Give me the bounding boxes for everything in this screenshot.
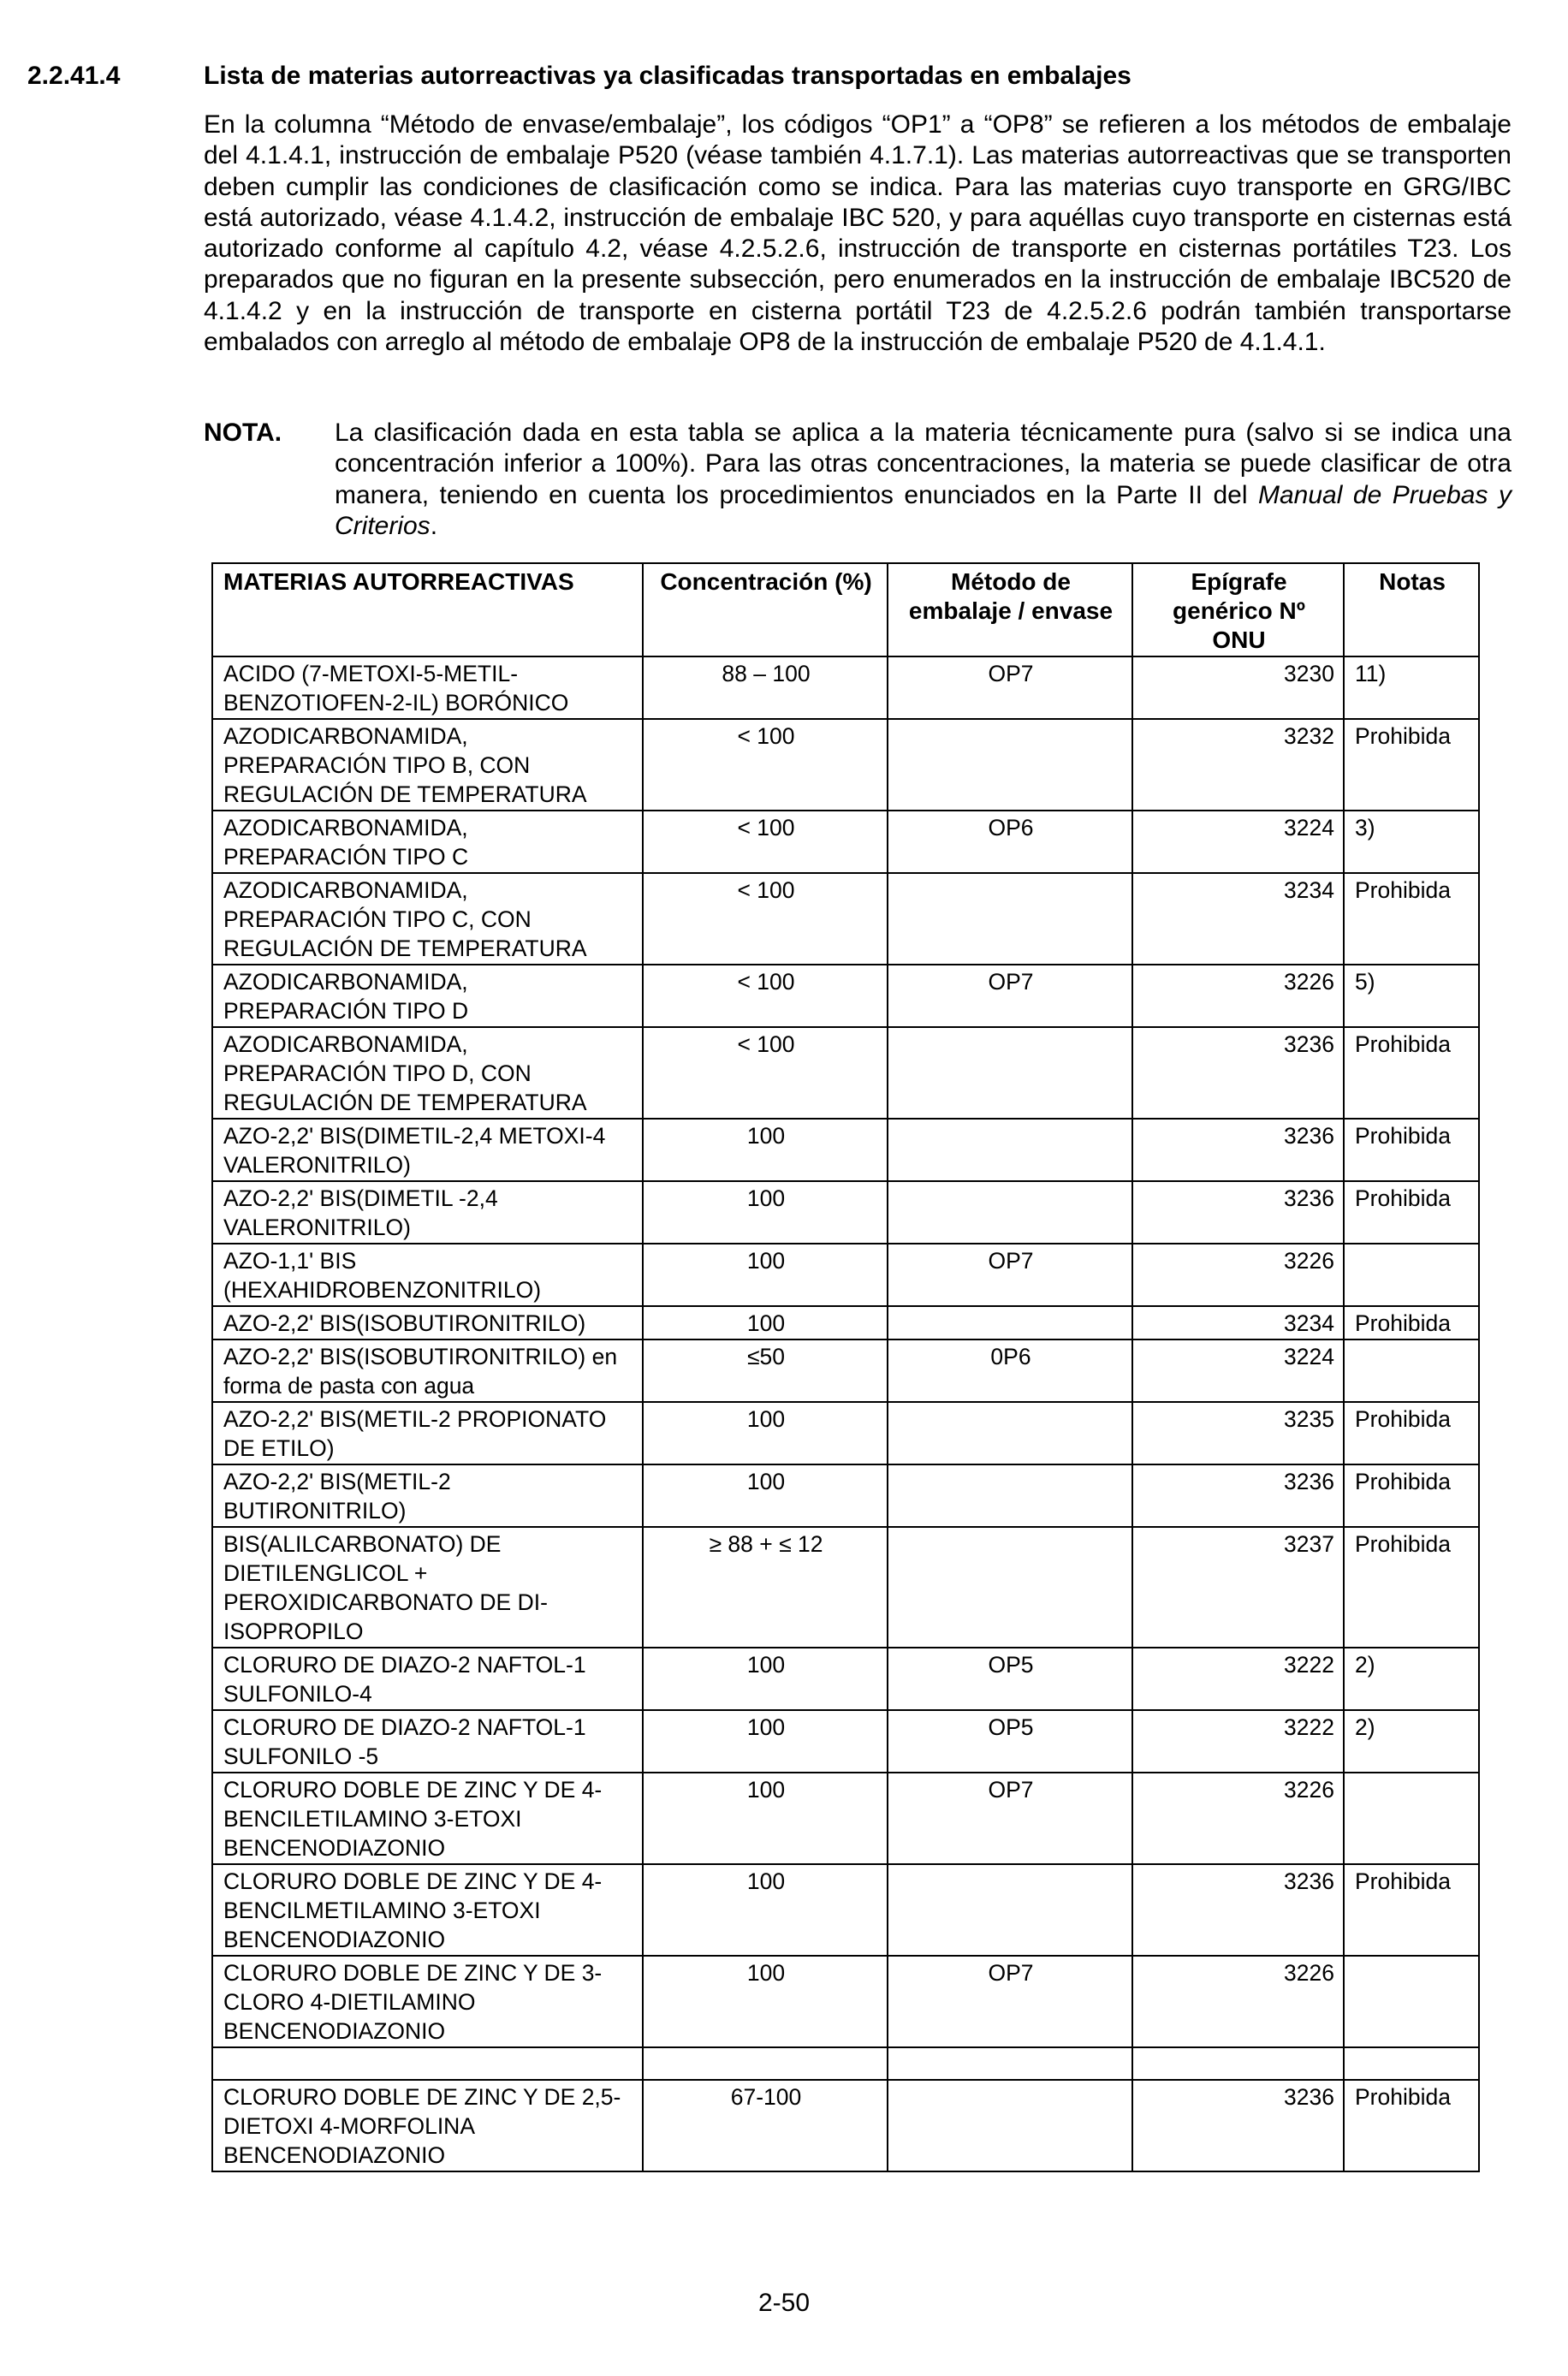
concentration-cell: < 100 (643, 965, 888, 1027)
table-spacer-row (212, 2047, 1479, 2080)
table-row (212, 1864, 1479, 1956)
section-number: 2.2.41.4 (27, 62, 121, 90)
spacer-cell (643, 2047, 888, 2080)
table-row (212, 1244, 1479, 1306)
concentration-cell: ≥ 88 + ≤ 12 (643, 1527, 888, 1648)
table-row (212, 656, 1479, 719)
table-row (212, 1648, 1479, 1710)
note-block (204, 418, 1512, 542)
table-row (212, 811, 1479, 873)
un-number-cell: 3236 (1132, 1464, 1344, 1527)
header-method: Método de embalaje / envase (888, 563, 1132, 656)
concentration-cell: 100 (643, 1773, 888, 1864)
notes-cell: 3) (1344, 811, 1479, 873)
table-row (212, 965, 1479, 1027)
notes-cell: 2) (1344, 1710, 1479, 1773)
notes-cell: Prohibida (1344, 2080, 1479, 2171)
un-number-cell: 3222 (1132, 1648, 1344, 1710)
substance-name-cell: BIS(ALILCARBONATO) DE DIETILENGLICOL + PEROXIDICARBONATO DE DI-ISOPROPILO (212, 1527, 643, 1648)
concentration-cell: < 100 (643, 719, 888, 811)
notes-cell: Prohibida (1344, 1402, 1479, 1464)
table-row (212, 1464, 1479, 1527)
substance-name-cell: AZO-2,2' BIS(DIMETIL-2,4 METOXI-4 VALERONITRILO) (212, 1119, 643, 1181)
substance-name-cell: AZO-2,2' BIS(METIL-2 BUTIRONITRILO) (212, 1464, 643, 1527)
packing-method-cell (888, 1402, 1132, 1464)
table-row (212, 2080, 1479, 2171)
concentration-cell: ≤50 (643, 1339, 888, 1402)
concentration-cell: < 100 (643, 873, 888, 965)
substance-name-cell: AZO-2,2' BIS(ISOBUTIRONITRILO) en forma de pasta con agua (212, 1339, 643, 1402)
packing-method-cell: OP7 (888, 1244, 1132, 1306)
concentration-cell: 100 (643, 1119, 888, 1181)
page-number: 2-50 (757, 2289, 811, 2317)
concentration-cell: 88 – 100 (643, 656, 888, 719)
substance-name-cell: CLORURO DOBLE DE ZINC Y DE 2,5-DIETOXI 4-MORFOLINA BENCENODIAZONIO (212, 2080, 643, 2171)
note-end: . (430, 511, 438, 540)
concentration-cell: 100 (643, 1402, 888, 1464)
notes-cell: Prohibida (1344, 1464, 1479, 1527)
notes-cell: 11) (1344, 656, 1479, 719)
packing-method-cell (888, 1464, 1132, 1527)
concentration-cell: 100 (643, 1181, 888, 1244)
section-title: Lista de materias autorreactivas ya clasificadas transportadas en embalajes (204, 62, 1131, 90)
note-label: NOTA. (204, 419, 282, 447)
notes-cell: Prohibida (1344, 1027, 1479, 1119)
packing-method-cell: OP7 (888, 1773, 1132, 1864)
packing-method-cell: OP5 (888, 1648, 1132, 1710)
concentration-cell: 67-100 (643, 2080, 888, 2171)
packing-method-cell (888, 1527, 1132, 1648)
note-manual-title: Manual de Pruebas y Criterios (335, 480, 1512, 540)
spacer-cell (212, 2047, 643, 2080)
notes-cell: Prohibida (1344, 1306, 1479, 1339)
header-notes: Notas (1344, 563, 1479, 656)
notes-cell: Prohibida (1344, 1527, 1479, 1648)
concentration-cell: 100 (643, 1464, 888, 1527)
un-number-cell: 3236 (1132, 1119, 1344, 1181)
table-row (212, 1527, 1479, 1648)
substance-name-cell: AZODICARBONAMIDA, PREPARACIÓN TIPO C, CON REGULACIÓN DE TEMPERATURA (212, 873, 643, 965)
un-number-cell: 3226 (1132, 965, 1344, 1027)
concentration-cell: 100 (643, 1648, 888, 1710)
un-number-cell: 3226 (1132, 1773, 1344, 1864)
table-row (212, 1956, 1479, 2047)
packing-method-cell: OP7 (888, 656, 1132, 719)
un-number-cell: 3236 (1132, 1864, 1344, 1956)
un-number-cell: 3237 (1132, 1527, 1344, 1648)
notes-cell: 2) (1344, 1648, 1479, 1710)
notes-cell: Prohibida (1344, 1181, 1479, 1244)
notes-cell: Prohibida (1344, 873, 1479, 965)
substance-name-cell: AZO-2,2' BIS(ISOBUTIRONITRILO) (212, 1306, 643, 1339)
concentration-cell: 100 (643, 1244, 888, 1306)
substance-name-cell: AZO-2,2' BIS(DIMETIL -2,4 VALERONITRILO) (212, 1181, 643, 1244)
substance-name-cell: CLORURO DE DIAZO-2 NAFTOL-1 SULFONILO -5 (212, 1710, 643, 1773)
table-header-row (212, 563, 1479, 656)
concentration-cell: 100 (643, 1864, 888, 1956)
packing-method-cell: OP7 (888, 1956, 1132, 2047)
packing-method-cell (888, 719, 1132, 811)
substance-name-cell: AZODICARBONAMIDA, PREPARACIÓN TIPO B, CON REGULACIÓN DE TEMPERATURA (212, 719, 643, 811)
un-number-cell: 3224 (1132, 811, 1344, 873)
notes-cell: Prohibida (1344, 1864, 1479, 1956)
packing-method-cell (888, 1027, 1132, 1119)
substance-name-cell: CLORURO DOBLE DE ZINC Y DE 3-CLORO 4-DIETILAMINO BENCENODIAZONIO (212, 1956, 643, 2047)
table-body (212, 656, 1479, 2171)
table-row (212, 1027, 1479, 1119)
concentration-cell: 100 (643, 1710, 888, 1773)
spacer-cell (1132, 2047, 1344, 2080)
table-row (212, 1773, 1479, 1864)
notes-cell: 5) (1344, 965, 1479, 1027)
un-number-cell: 3222 (1132, 1710, 1344, 1773)
table-row (212, 1339, 1479, 1402)
packing-method-cell: OP6 (888, 811, 1132, 873)
un-number-cell: 3232 (1132, 719, 1344, 811)
table-row (212, 1306, 1479, 1339)
packing-method-cell (888, 2080, 1132, 2171)
table-row (212, 1181, 1479, 1244)
spacer-cell (1344, 2047, 1479, 2080)
packing-method-cell (888, 1181, 1132, 1244)
notes-cell (1344, 1339, 1479, 1402)
un-number-cell: 3234 (1132, 873, 1344, 965)
substance-name-cell: AZODICARBONAMIDA, PREPARACIÓN TIPO D, CON REGULACIÓN DE TEMPERATURA (212, 1027, 643, 1119)
notes-cell: Prohibida (1344, 719, 1479, 811)
concentration-cell: 100 (643, 1956, 888, 2047)
notes-cell (1344, 1773, 1479, 1864)
table-row (212, 719, 1479, 811)
un-number-cell: 3224 (1132, 1339, 1344, 1402)
un-number-cell: 3236 (1132, 1181, 1344, 1244)
intro-paragraph: En la columna “Método de envase/embalaje”, los códigos “OP1” a “OP8” se refieren a los métodos de embalaje del 4.1.4.1, instrucción de embalaje P520 (véase también 4.1.7.1). Las materias autorreactivas que se transporten deben cumplir las condiciones de clasificación como se indica. Para las materias cuyo transporte en GRG/IBC está autorizado, véase 4.1.4.2, instrucción de embalaje IBC 520, y para aquéllas cuyo transporte en cisternas está autorizado conforme al capítulo 4.2, véase 4.2.5.2.6, instrucción de transporte en cisternas portátiles T23. Los preparados que no figuran en la presente subsección, pero enumerados en la instrucción de embalaje IBC520 de 4.1.4.2 y en la instrucción de transporte en cisterna portátil T23 de 4.2.5.2.6 podrán también transportarse embalados con arreglo al método de embalaje OP8 de la instrucción de embalaje P520 de 4.1.4.1. (204, 110, 1512, 357)
packing-method-cell: 0P6 (888, 1339, 1132, 1402)
notes-cell (1344, 1956, 1479, 2047)
substance-name-cell: CLORURO DE DIAZO-2 NAFTOL-1 SULFONILO-4 (212, 1648, 643, 1710)
packing-method-cell (888, 873, 1132, 965)
un-number-cell: 3235 (1132, 1402, 1344, 1464)
packing-method-cell: OP7 (888, 965, 1132, 1027)
table-row (212, 1119, 1479, 1181)
table-row (212, 873, 1479, 965)
note-body (335, 418, 1512, 542)
table-row (212, 1402, 1479, 1464)
un-number-cell: 3226 (1132, 1956, 1344, 2047)
un-number-cell: 3234 (1132, 1306, 1344, 1339)
concentration-cell: < 100 (643, 1027, 888, 1119)
packing-method-cell (888, 1864, 1132, 1956)
substance-name-cell: AZODICARBONAMIDA, PREPARACIÓN TIPO D (212, 965, 643, 1027)
un-number-cell: 3226 (1132, 1244, 1344, 1306)
substance-name-cell: ACIDO (7-METOXI-5-METIL-BENZOTIOFEN-2-IL) BORÓNICO (212, 656, 643, 719)
substance-name-cell: AZO-1,1' BIS (HEXAHIDROBENZONITRILO) (212, 1244, 643, 1306)
notes-cell (1344, 1244, 1479, 1306)
note-text: La clasificación dada en esta tabla se aplica a la materia técnicamente pura (salvo si se indica una concentración inferior a 100%). Para las otras concentraciones, la materia se puede clasificar de otra manera, teniendo en cuenta los procedimientos enunciados en la Parte II del (335, 419, 1512, 509)
header-substances: MATERIAS AUTORREACTIVAS (212, 563, 643, 656)
concentration-cell: 100 (643, 1306, 888, 1339)
un-number-cell: 3230 (1132, 656, 1344, 719)
concentration-cell: < 100 (643, 811, 888, 873)
spacer-cell (888, 2047, 1132, 2080)
notes-cell: Prohibida (1344, 1119, 1479, 1181)
packing-method-cell (888, 1306, 1132, 1339)
header-un-number: Epígrafe genérico Nº ONU (1132, 563, 1344, 656)
table-row (212, 1710, 1479, 1773)
packing-method-cell (888, 1119, 1132, 1181)
substance-name-cell: CLORURO DOBLE DE ZINC Y DE 4-BENCILETILAMINO 3-ETOXI BENCENODIAZONIO (212, 1773, 643, 1864)
packing-method-cell: OP5 (888, 1710, 1132, 1773)
substances-table (211, 562, 1480, 2172)
header-concentration: Concentración (%) (643, 563, 888, 656)
substance-name-cell: CLORURO DOBLE DE ZINC Y DE 4-BENCILMETILAMINO 3-ETOXI BENCENODIAZONIO (212, 1864, 643, 1956)
substance-name-cell: AZODICARBONAMIDA, PREPARACIÓN TIPO C (212, 811, 643, 873)
substance-name-cell: AZO-2,2' BIS(METIL-2 PROPIONATO DE ETILO) (212, 1402, 643, 1464)
un-number-cell: 3236 (1132, 2080, 1344, 2171)
section-heading (27, 62, 1551, 91)
un-number-cell: 3236 (1132, 1027, 1344, 1119)
